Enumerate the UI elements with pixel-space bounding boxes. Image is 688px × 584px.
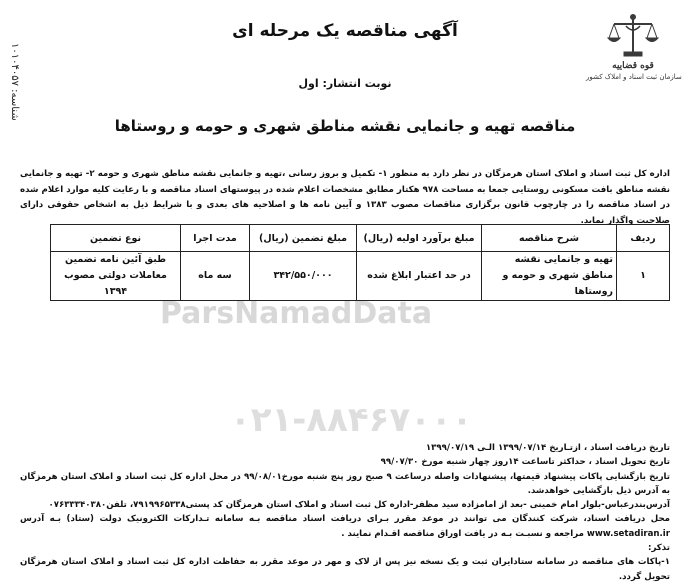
receive-place-end: مراجعه و نسبـت بـه در یافت اوراق مناقصه اقـدام نمایند . (341, 528, 584, 539)
notice-title: آگهی مناقصه یک مرحله ای (232, 21, 458, 41)
notice-id: شناسه: ۱۰۱۰۴۰۵۷ (9, 43, 20, 121)
tender-details (20, 441, 670, 584)
logo-bottom-text: سازمان ثبت اسناد و املاک کشور (586, 73, 682, 81)
setadiran-link[interactable]: www.setadiran.ir (586, 528, 670, 539)
watermark-phone: ۰۲۱-۸۸۴۶۷۰۰۰ (230, 400, 473, 440)
scales-of-justice-icon (606, 12, 660, 60)
note-item-1: ۱-پاکات های مناقصه در سامانه ستادایران ثبت و یک نسخه نیز پس از لاک و مهر در موعد مقرر به حفاظت اداره کل ثبت اسناد و املاک استان هرمزگان تحویل گردد. (20, 557, 670, 582)
cell-description: تهیه و جانمایی نقشه مناطق شهری و حومه و روستاها (482, 252, 617, 301)
delivery-date: تاریخ تحویل اسناد ، حداکثر تاساعت ۱۴روز چهار شنبه مورخ ۹۹/۰۷/۳۰ (380, 457, 670, 468)
header-guarantee-type: نوع تضمین (51, 225, 181, 252)
publication-round: نوبت انتشار: اول (298, 77, 392, 90)
header-description: شرح مناقصه (482, 225, 617, 252)
receive-place (20, 512, 670, 541)
opening-date: تاریخ بازگشایی پاکات پیشنهاد قیمتها، پیشنهادات واصله درساعت ۹ صبح روز پنج شنبه مورخ۹۹/۰۸/۰۱ در محل اداره کل ثبت اسناد و املاک استان هرمزگان به آدرس ذیل بازگشایی خواهدشد. (20, 471, 670, 496)
table-row (51, 252, 670, 301)
watermark-site: ParsNamadData (160, 296, 433, 331)
header-estimate: مبلغ برآورد اولیه (ریال) (357, 225, 482, 252)
header-duration: مدت اجرا (181, 225, 250, 252)
intro-paragraph: اداره کل ثبت اسناد و املاک استان هرمزگان در نظر دارد به منظور ۱- تکمیل و بروز رسانی ،تهیه و جانمایی نقشه مناطق شهری و حومه ۲- تهیه و جانمایی نقشه مناطق بافت مسکونی روستایی جمعا به مساحت ۹۷۸ هکتار مطابق مشخصات اعلام شده در پیوستهای اسناد مناقصه و با رعایت کلیه موارد اعلام شده در اسناد مناقصه را در چارچوب قانون برگزاری مناقصات مصوب ۱۳۸۳ و آیین نامه ها و اصلاحیه های بعدی و با شرایط ذیل به اشخاص حقوقی دارای صلاحیت واگذار نماید. (20, 169, 670, 226)
cell-guarantee-type: طبق آئین نامه تضمین معاملات دولتی مصوب ۱۳۹۴ (51, 252, 181, 301)
header-guarantee-amount: مبلغ تضمین (ریال) (250, 225, 357, 252)
logo-top-text: قوه قضاییه (612, 61, 654, 71)
table-header-row (51, 225, 670, 252)
judiciary-logo (586, 12, 680, 98)
cell-guarantee-amount: ۳۴۲/۵۵۰/۰۰۰ (250, 252, 357, 301)
cell-duration: سه ماه (181, 252, 250, 301)
tender-heading: مناقصه تهیه و جانمایی نقشه مناطق شهری و حومه و روستاها (114, 117, 576, 135)
note-title: تذکر: (648, 543, 670, 554)
office-address: آدرس‌بندرعباس-بلوار امام خمینی -بعد از امامزاده سید مظفر-اداره کل ثبت اسناد و املاک استان هرمزگان کد پستی۷۹۱۹۹۶۵۳۳۸، تلفن۰۷۶۳۳۳۴۰۳۸۰ (48, 500, 670, 511)
receive-date: تاریخ دریافت اسناد ، ازتـاریخ ۱۳۹۹/۰۷/۱۴ الـی ۱۳۹۹/۰۷/۱۹ (425, 443, 670, 453)
tender-table (50, 224, 670, 301)
cell-index: ۱ (617, 252, 670, 301)
header-index: ردیف (617, 225, 670, 252)
cell-estimate: در حد اعتبار ابلاغ شده (357, 252, 482, 301)
receive-place-text: محل دریافت اسناد، شرکت کنندگان می توانند در موعد مقرر بـرای دریافت اسناد مناقصه بـه سامانه تـدارکات الکترونیک دولت (ستاد) بـه آدرس (20, 514, 670, 525)
